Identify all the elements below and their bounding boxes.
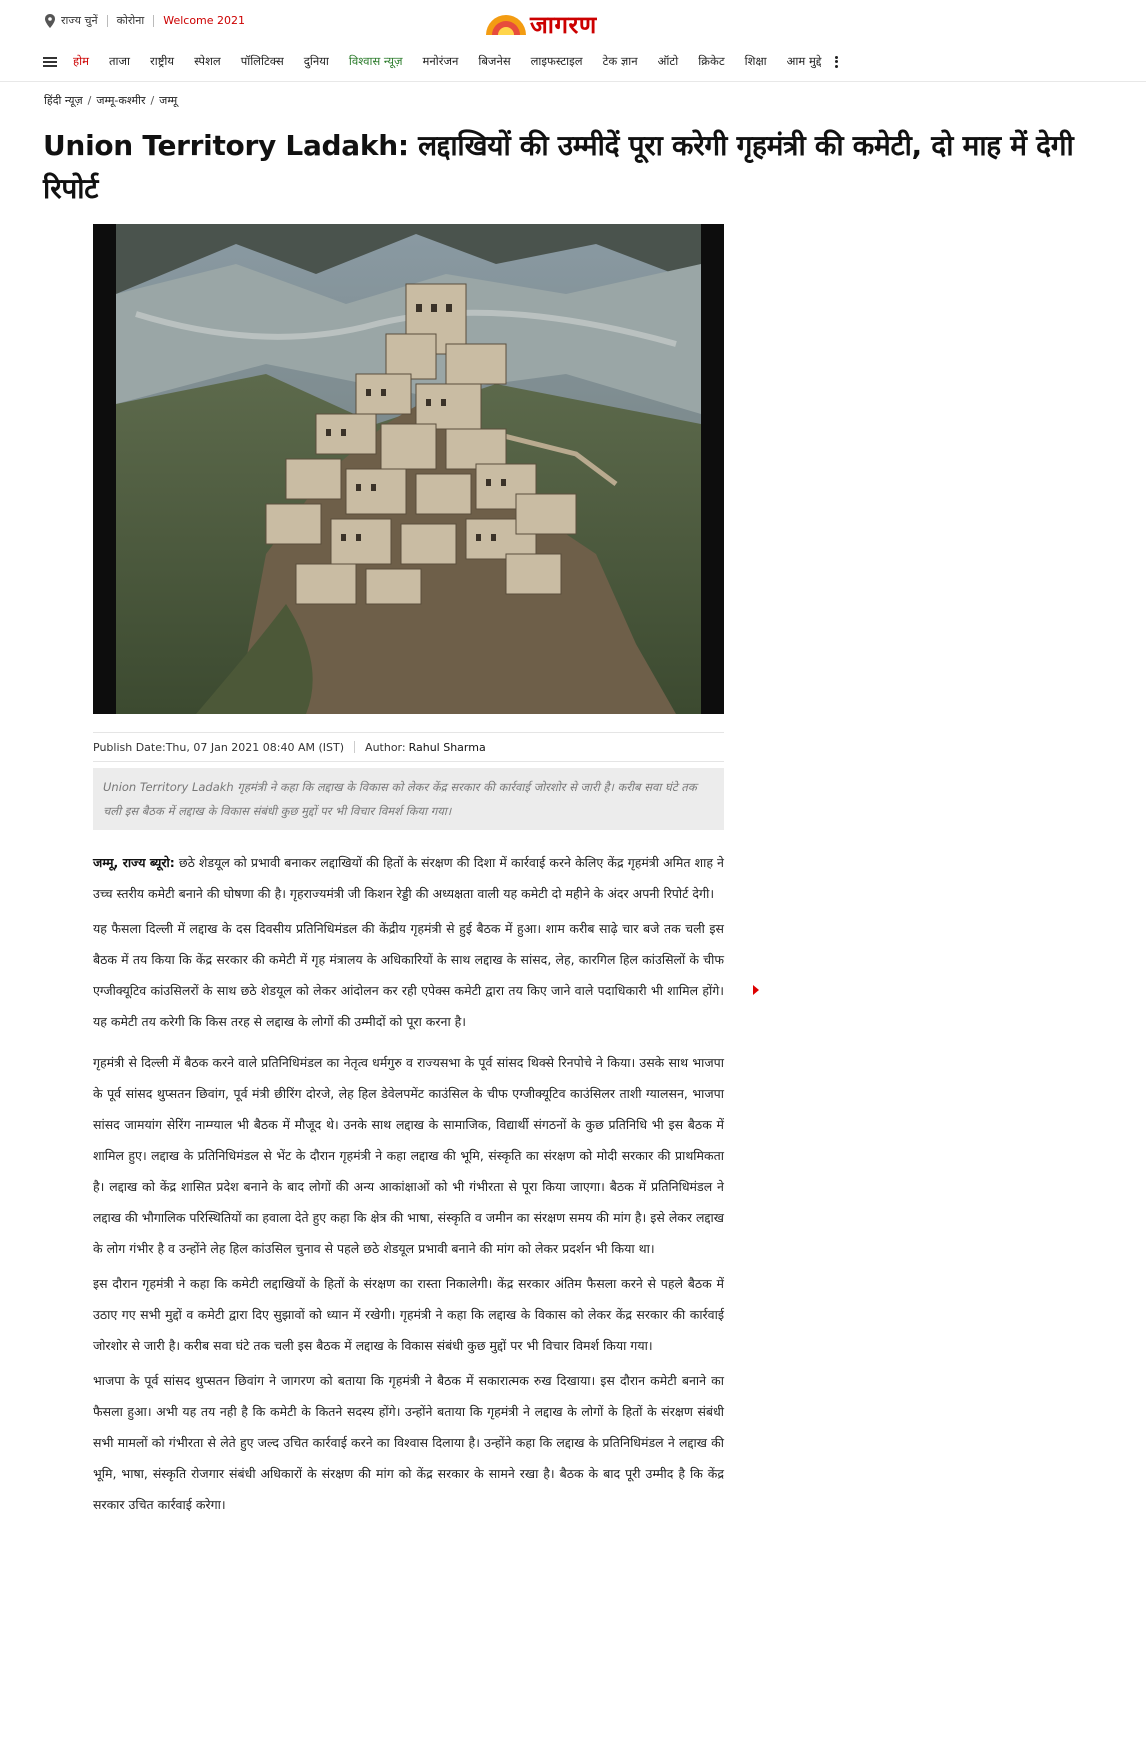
nav-item-politics[interactable]: पॉलिटिक्स <box>240 54 284 68</box>
article-paragraph: गृहमंत्री से दिल्ली में बैठक करने वाले प्रतिनिधिमंडल का नेतृत्व धर्मगुरु व राज्यसभा के पूर्व सांसद थिक्से रिनपोचे ने किया। उसके साथ भाजपा के पूर्व सांसद थुप्सतन छिवांग, पूर्व मंत्री छीरिंग दोरजे, लेह हिल डेवेलपमेंट काउंसिल के चीफ एग्जीक्यूटिव काउंसिलर ताशी ग्यालसन, भाजपा सांसद जामयांग सेरिंग नाम्ग्याल भी बैठक में मौजूद थे। उनके साथ लद्दाख के सामाजिक, विद्यार्थी संगठनों के कुछ प्रतिनिधि भी इस बैठक में शामिल हुए। लद्दाख के प्रतिनिधिमंडल से भेंट के दौरान गृहमंत्री ने कहा लद्दाख की भूमि, संस्कृति का संरक्षण को मोदी सरकार की प्राथमिकता है। लद्दाख को केंद्र शासित प्रदेश बनाने के बाद लोगों की अन्य आकांक्षाओं को भी गंभीरता से पूरा किया जाएगा। बैठक में प्रतिनिधिमंडल ने लद्दाख की भौगालिक परिस्थितियों का हवाला देते हुए कहा कि क्षेत्र की भाषा, संस्कृति व जमीन का संरक्षण समय की मांग है। इसे लेकर लद्दाख के लोग गंभीर है व उन्होंने लेह हिल कांउसिल चुनाव से पहले छठे शेडयूल प्रभावी बनाने की मांग को लेकर प्रदर्शन भी किया था। <box>93 1055 724 1256</box>
breadcrumb-item-jammu-kashmir[interactable]: जम्मू-कश्मीर <box>96 94 146 107</box>
nav-item-common-issues[interactable]: आम मुद्दे <box>786 54 822 68</box>
article-paragraph: इस दौरान गृहमंत्री ने कहा कि कमेटी लद्दाखियों के हितों के संरक्षण का रास्ता निकालेगी। केंद्र सरकार अंतिम फैसला करने से पहले बैठक में उठाए गए सभी मुद्दों व कमेटी द्वारा दिए सुझावों को ध्यान में रखेगी। गृहमंत्री ने कहा कि लद्दाख के विकास को लेकर केंद्र सरकार की कार्रवाई जोरशोर से जारी है। करीब सवा घंटे तक चली इस बैठक में लद्दाख के विकास संबंधी कुछ मुद्दों पर भी विचार विमर्श किया गया। <box>93 1276 724 1353</box>
divider <box>107 15 108 27</box>
article-paragraph: यह फैसला दिल्ली में लद्दाख के दस दिवसीय प्रतिनिधिमंडल की केंद्रीय गृहमंत्री से हुई बैठक में हुआ। शाम करीब साढ़े चार बजे तक चली इस बैठक में तय किया कि केंद्र सरकार की कमेटी में गृह मंत्रालय के अधिकारियों के साथ लद्दाख के सांसद, लेह, कारगिल हिल कांउसिलों के चीफ एग्जीक्यूटिव कांउसिलरों के साथ छठे शेडयूल को लेकर आंदोलन कर रही एपेक्स कमेटी द्वारा तय किए जाने वाले पदाधिकारी भी शामिल होंगे। यह कमेटी तय करेगी कि किस तरह से लद्दाख के लोगों की उम्मीदों को पूरा करना है। <box>93 921 724 1029</box>
article-meta <box>93 732 724 762</box>
breadcrumb-item-jammu[interactable]: जम्मू <box>159 94 178 107</box>
jagran-logo[interactable] <box>484 8 597 41</box>
nav-item-world[interactable]: दुनिया <box>303 54 329 68</box>
topbar-links <box>44 13 245 28</box>
article-dateline: जम्मू, राज्य ब्यूरो: <box>93 855 175 870</box>
nav-item-lifestyle[interactable]: लाइफस्टाइल <box>530 54 583 68</box>
article-paragraph: भाजपा के पूर्व सांसद थुप्सतन छिवांग ने जागरण को बताया कि गृहमंत्री ने बैठक में सकारात्मक रुख दिखाया। इस दौरान कमेटी बनाने का फैसला हुआ। अभी यह तय नही है कि कमेटी के कितने सदस्य होंगे। उन्होंने बताया कि गृहमंत्री ने लद्दाख के लोगों के हितों के संरक्षण संबंधी सभी मामलों को गंभीरता से लेते हुए जल्द उचित कार्रवाई करने का विश्वास दिलाया है। उन्होंने कहा कि लद्दाख के प्रतिनिधिमंडल ने लद्दाख की भूमि, भाषा, संस्कृति रोजगार संबंधी अधिकारों के संरक्षण की मांग को केंद्र सरकार के सामने रखा है। बैठक के बाद पूरी उम्मीद है कि केंद्र सरकार उचित कार्रवाई करेगा। <box>93 1373 724 1512</box>
article-body <box>93 847 724 1524</box>
divider <box>354 741 355 753</box>
monastery-photo <box>116 224 701 714</box>
welcome-2021-link[interactable]: Welcome 2021 <box>163 14 246 27</box>
more-menu-icon[interactable] <box>835 56 838 68</box>
hamburger-menu-icon[interactable] <box>43 57 57 67</box>
article-headline: Union Territory Ladakh: लद्दाखियों की उम्मीदें पूरा करेगी गृहमंत्री की कमेटी, दो माह में देगी रिपोर्ट <box>43 129 1074 205</box>
article-paragraph: जम्मू, राज्य ब्यूरो: छठे शेडयूल को प्रभावी बनाकर लद्दाखियों की हितों के संरक्षण की दिशा में कार्रवाई करने केलिए केंद्र गृहमंत्री अमित शाह ने उच्च स्तरीय कमेटी बनाने की घोषणा की है। गृहराज्यमंत्री जी किशन रेड्डी की अध्यक्षता वाली यह कमेटी दो महीने के अंदर अपनी रिपोर्ट देगी। <box>93 855 724 901</box>
nav-item-entertainment[interactable]: मनोरंजन <box>422 54 459 68</box>
nav-item-latest[interactable]: ताजा <box>108 54 131 68</box>
nav-item-national[interactable]: राष्ट्रीय <box>150 54 175 68</box>
main-navigation <box>0 44 1146 82</box>
author-label: Author: <box>365 740 406 754</box>
nav-item-tech[interactable]: टेक ज्ञान <box>602 54 638 68</box>
breadcrumb-item-hindi-news[interactable]: हिंदी न्यूज़ <box>44 94 83 107</box>
nav-item-vishvas-news[interactable]: विश्वास न्यूज़ <box>348 54 403 68</box>
nav-item-home[interactable]: होम <box>73 54 89 68</box>
logo-text: जागरण <box>530 11 597 39</box>
nav-item-business[interactable]: बिजनेस <box>478 54 511 68</box>
sun-logo-icon <box>484 13 528 37</box>
article-hero-image <box>93 224 724 714</box>
corona-link[interactable]: कोरोना <box>116 14 145 27</box>
state-select-link[interactable]: राज्य चुनें <box>61 14 98 27</box>
author-name[interactable]: Rahul Sharma <box>408 740 486 754</box>
play-arrow-icon[interactable] <box>753 985 759 995</box>
top-bar <box>0 0 1146 44</box>
location-pin-icon <box>44 14 56 28</box>
article-summary: Union Territory Ladakh गृहमंत्री ने कहा कि लद्दाख के विकास को लेकर केंद्र सरकार की कार्रवाई जोरशोर से जारी है। करीब सवा घंटे तक चली इस बैठक में लद्दाख के विकास संबंधी कुछ मुद्दों पर भी विचार विमर्श किया गया। <box>93 768 724 830</box>
nav-item-auto[interactable]: ऑटो <box>657 54 679 68</box>
publish-date: Publish Date:Thu, 07 Jan 2021 08:40 AM (IST) <box>93 740 345 754</box>
nav-item-education[interactable]: शिक्षा <box>744 54 767 68</box>
nav-item-cricket[interactable]: क्रिकेट <box>698 54 725 68</box>
breadcrumb: हिंदी न्यूज़ / जम्मू-कश्मीर / जम्मू <box>44 94 178 107</box>
nav-item-special[interactable]: स्पेशल <box>194 54 221 68</box>
divider <box>153 15 154 27</box>
